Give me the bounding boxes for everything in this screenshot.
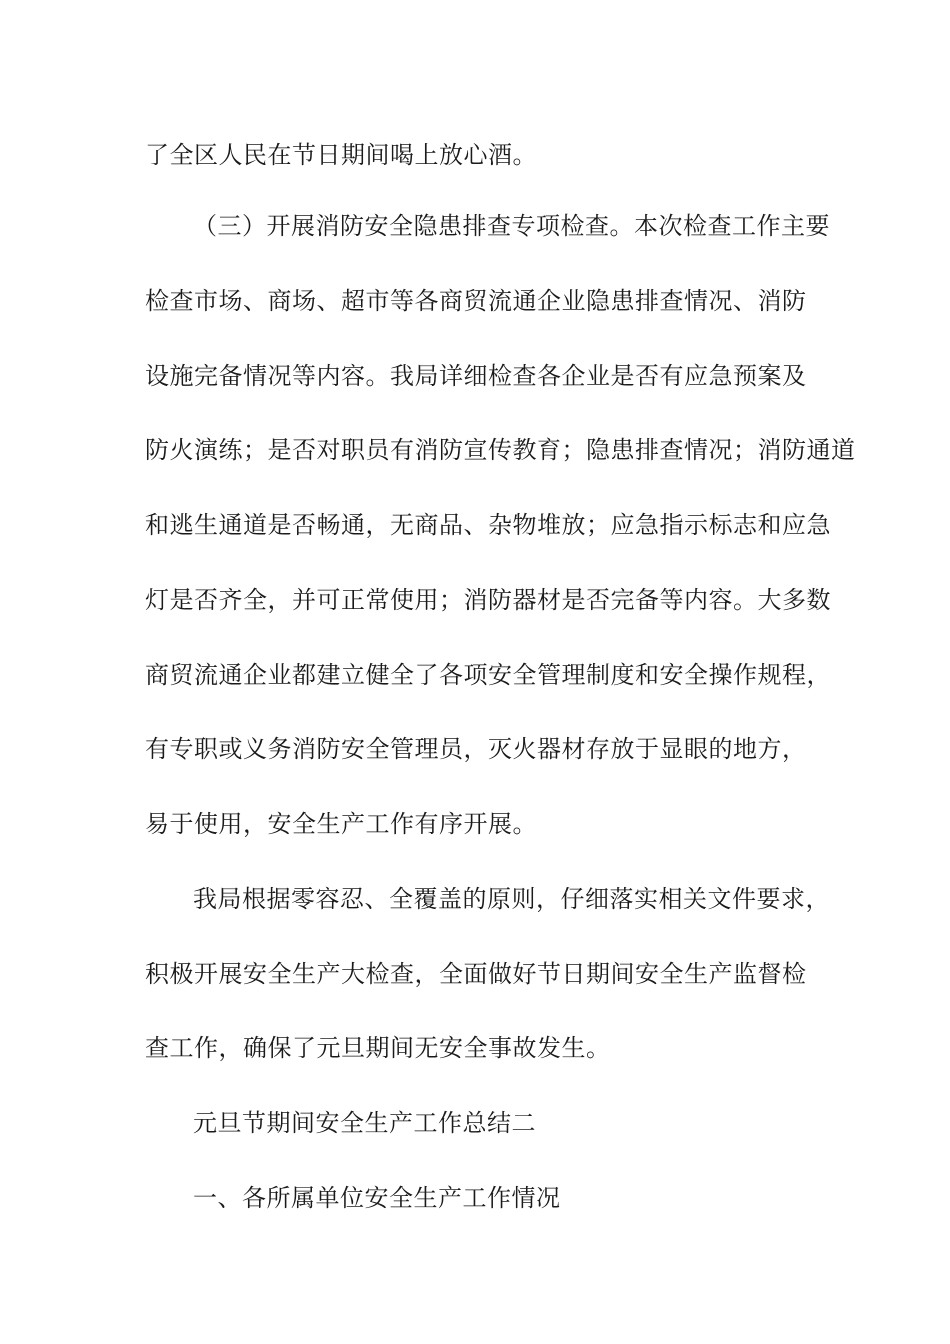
paragraph-line: 积极开展安全生产大检查，全面做好节日期间安全生产监督检: [145, 960, 807, 988]
paragraph-line: 有专职或义务消防安全管理员，灭火器材存放于显眼的地方，: [145, 735, 807, 763]
paragraph-line: 和逃生通道是否畅通，无商品、杂物堆放；应急指示标志和应急: [145, 511, 831, 539]
paragraph-line: 防火演练；是否对职员有消防宣传教育；隐患排查情况；消防通道: [145, 436, 856, 464]
section-heading: 一、各所属单位安全生产工作情况: [193, 1184, 561, 1212]
paragraph-line: （三）开展消防安全隐患排查专项检查。本次检查工作主要: [193, 212, 830, 240]
paragraph-line: 灯是否齐全，并可正常使用；消防器材是否完备等内容。大多数: [145, 586, 831, 614]
paragraph-line: 商贸流通企业都建立健全了各项安全管理制度和安全操作规程，: [145, 661, 831, 689]
paragraph-line: 设施完备情况等内容。我局详细检查各企业是否有应急预案及: [145, 362, 807, 390]
paragraph-line: 检查市场、商场、超市等各商贸流通企业隐患排查情况、消防: [145, 287, 807, 315]
paragraph-line: 了全区人民在节日期间喝上放心酒。: [145, 141, 537, 169]
paragraph-line: 易于使用，安全生产工作有序开展。: [145, 810, 537, 838]
paragraph-line: 查工作，确保了元旦期间无安全事故发生。: [145, 1034, 611, 1062]
section-title: 元旦节期间安全生产工作总结二: [193, 1109, 536, 1137]
paragraph-line: 我局根据零容忍、全覆盖的原则，仔细落实相关文件要求，: [193, 885, 830, 913]
